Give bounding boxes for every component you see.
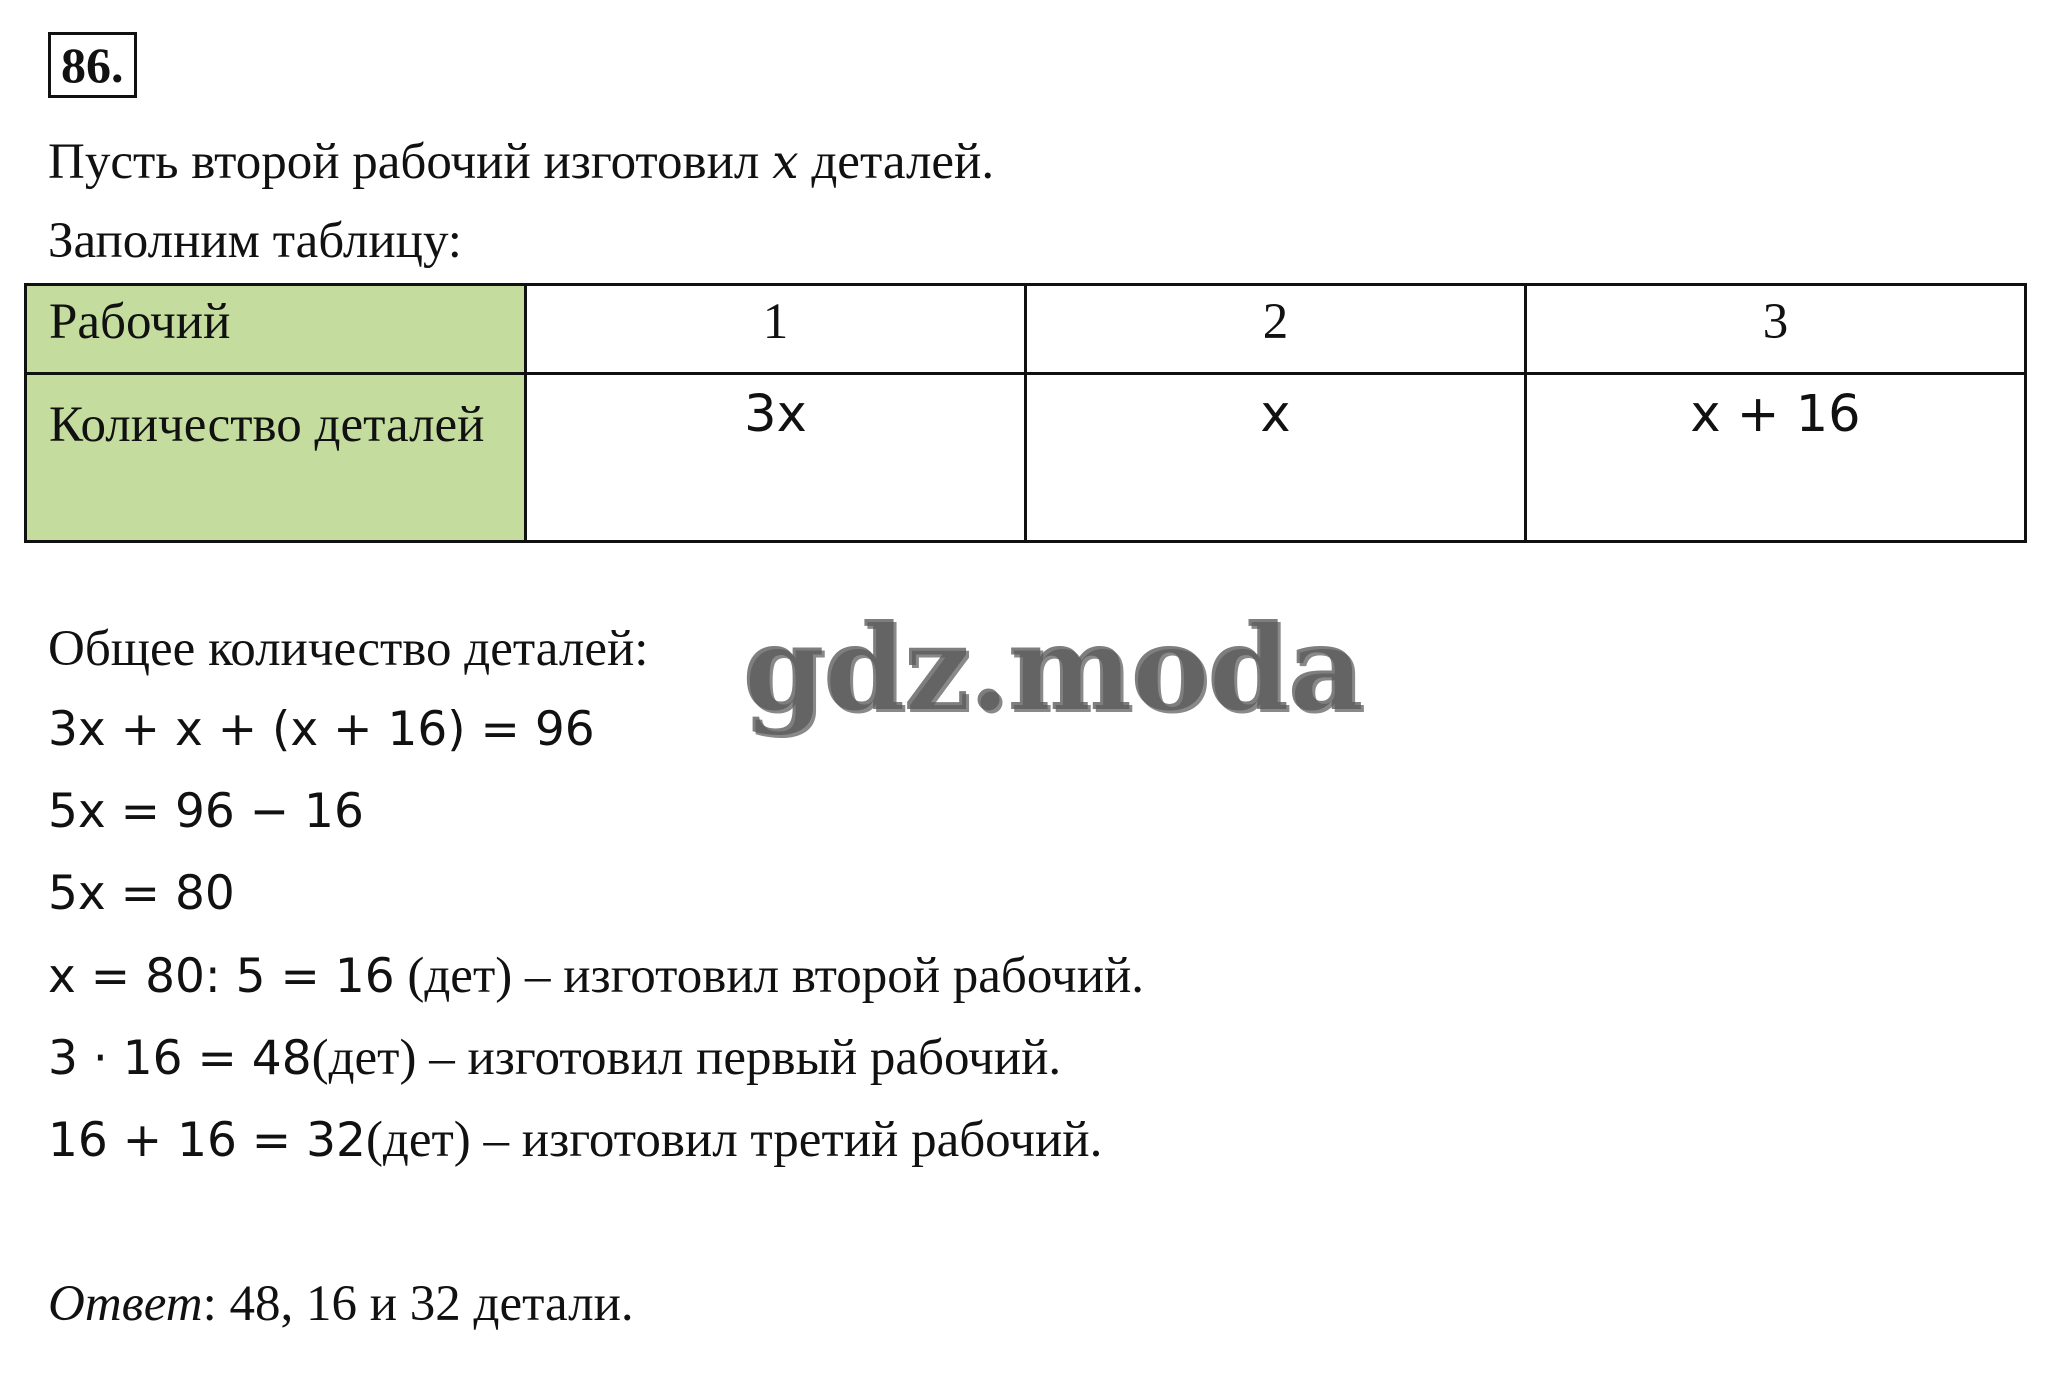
intro-variable: x — [772, 135, 799, 190]
table-header-worker: Рабочий — [26, 285, 526, 374]
result-unit: (дет) — [394, 948, 513, 1004]
result-unit: (дет) — [311, 1030, 417, 1086]
fill-table-line: Заполним таблицу: — [48, 213, 462, 269]
table-cell-worker-2: 2 — [1026, 285, 1526, 374]
equation-line: 5x = 80 — [48, 866, 235, 921]
intro-text-before: Пусть второй рабочий изготовил — [48, 134, 773, 190]
intro-line — [48, 130, 994, 195]
answer-text: : 48, 16 и 32 детали. — [202, 1276, 634, 1332]
result-expression: 3 · 16 = 48 — [48, 1031, 312, 1086]
table-row-workers — [26, 285, 2026, 374]
table-cell-quantity-3: x + 16 — [1526, 374, 2026, 542]
result-expression: 16 + 16 = 32 — [48, 1113, 366, 1168]
result-line — [48, 1026, 1061, 1091]
watermark-logo: gdz.moda — [742, 598, 1362, 737]
table-cell-quantity-2: x — [1026, 374, 1526, 542]
table-header-quantity: Количество деталей — [26, 374, 526, 542]
table-cell-worker-1: 1 — [526, 285, 1026, 374]
result-description: – изготовил третий рабочий. — [470, 1112, 1103, 1168]
result-description: – изготовил второй рабочий. — [512, 948, 1145, 1004]
result-line — [48, 944, 1144, 1009]
result-unit: (дет) — [365, 1112, 471, 1168]
equation-line: 3x + x + (x + 16) = 96 — [48, 702, 595, 757]
task-number: 86. — [48, 32, 137, 98]
result-description: – изготовил первый рабочий. — [416, 1030, 1062, 1086]
result-line — [48, 1108, 1102, 1173]
workers-table — [24, 283, 2027, 543]
equation-line: 5x = 96 − 16 — [48, 784, 364, 839]
total-label: Общее количество деталей: — [48, 621, 649, 677]
result-expression: x = 80: 5 = 16 — [48, 949, 395, 1004]
table-cell-worker-3: 3 — [1526, 285, 2026, 374]
intro-text-after: деталей. — [798, 134, 995, 190]
answer-label: Ответ — [48, 1276, 203, 1332]
answer-line — [48, 1272, 634, 1336]
table-row-quantity — [26, 374, 2026, 542]
table-cell-quantity-1: 3x — [526, 374, 1026, 542]
